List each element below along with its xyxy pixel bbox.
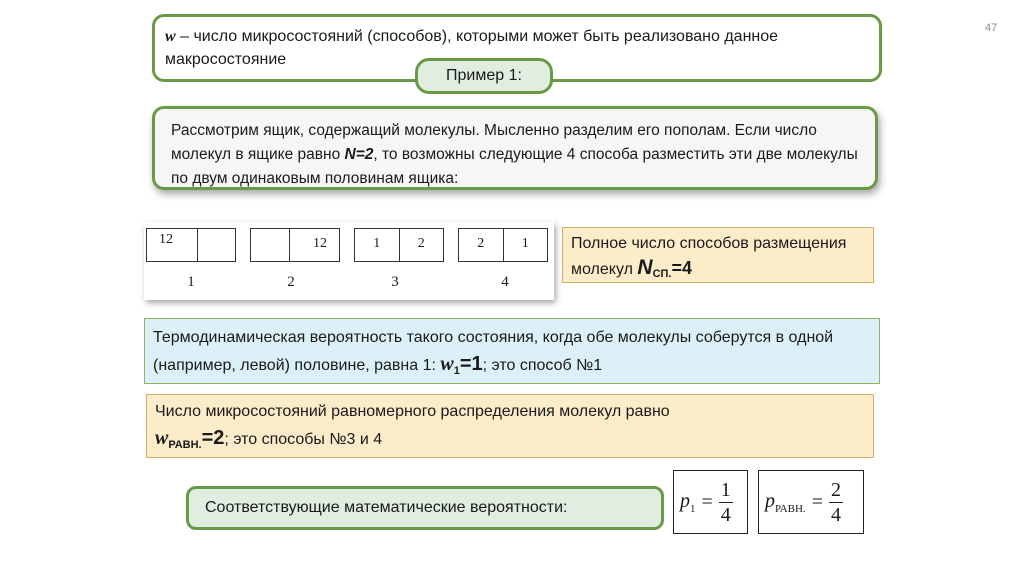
fraction-denominator: 4: [720, 503, 731, 526]
uniform-value: =2: [201, 427, 225, 449]
half-left: 2: [477, 236, 485, 251]
fraction-numerator: 2: [830, 478, 841, 501]
intro-emphasis: N=2: [344, 146, 374, 163]
half-left: [251, 229, 289, 261]
fraction: [829, 478, 843, 527]
formula-var: p: [765, 489, 775, 512]
uniform-symbol: w: [155, 427, 169, 449]
uniform-distribution-box: [146, 394, 874, 458]
formula-equals: =: [701, 490, 713, 513]
intro-box: [152, 106, 878, 190]
half-right: [197, 229, 236, 261]
formula-subscript: 1: [690, 502, 696, 515]
thermo-subscript: 1: [453, 365, 460, 377]
thermo-symbol: w: [440, 353, 454, 375]
total-subscript: СП.: [652, 268, 672, 280]
intro-text-2: , то возможны следующие 4 способа разместить эти две молекулы по двум одинаковым половинам ящика:: [171, 146, 858, 187]
half-left: 12: [159, 232, 173, 247]
uniform-text: Число микросостояний равномерного распределения молекул равно: [155, 403, 670, 420]
formula-subscript: РАВН.: [775, 502, 806, 515]
intro-text-1: Рассмотрим ящик, содержащий молекулы. Мысленно разделим его пополам. Если число молекул в ящике равно: [171, 122, 817, 163]
way-label: 3: [391, 274, 399, 290]
thermo-text: Термодинамическая вероятность такого состояния, когда обе молекулы соберутся в одной (например, левой) половине, равна 1:: [153, 329, 834, 374]
total-ways-box: [562, 227, 874, 283]
way-label: 1: [187, 274, 195, 290]
fraction-numerator: 1: [720, 478, 731, 501]
uniform-tail: ; это способы №3 и 4: [224, 431, 383, 448]
page-number: 47: [985, 22, 998, 34]
half-right: 12: [289, 229, 340, 261]
molecule-diagram: [144, 222, 554, 300]
box-way-2: [250, 228, 340, 262]
way-label: 4: [501, 274, 509, 290]
uniform-subscript: РАВН.: [168, 439, 202, 451]
total-symbol: N: [637, 256, 653, 279]
fraction: [719, 478, 733, 527]
definition-symbol: w: [165, 28, 176, 45]
thermo-probability-box: [144, 318, 880, 384]
total-value: =4: [671, 258, 692, 278]
formula-p1: [673, 470, 748, 534]
formula-var: p: [680, 489, 690, 512]
half-right: 1: [503, 229, 548, 261]
box-way-1: [146, 228, 236, 262]
box-way-3: [354, 228, 444, 262]
fraction-denominator: 4: [830, 503, 841, 526]
box-way-4: [458, 228, 548, 262]
definition-text: – число микросостояний (способов), которыми может быть реализовано данное макросостояние: [165, 28, 779, 68]
example-label: Пример 1:: [415, 58, 553, 94]
thermo-value: =1: [459, 353, 483, 375]
formula-p-uniform: [758, 470, 864, 534]
total-text: Полное число способов размещения молекул: [571, 235, 847, 278]
formula-equals: =: [811, 490, 823, 513]
half-left: 1: [373, 236, 381, 251]
thermo-tail: ; это способ №1: [482, 357, 603, 374]
half-right: 2: [399, 229, 444, 261]
math-probabilities-label: Соответствующие математические вероятности:: [186, 486, 664, 530]
way-label: 2: [287, 274, 295, 290]
